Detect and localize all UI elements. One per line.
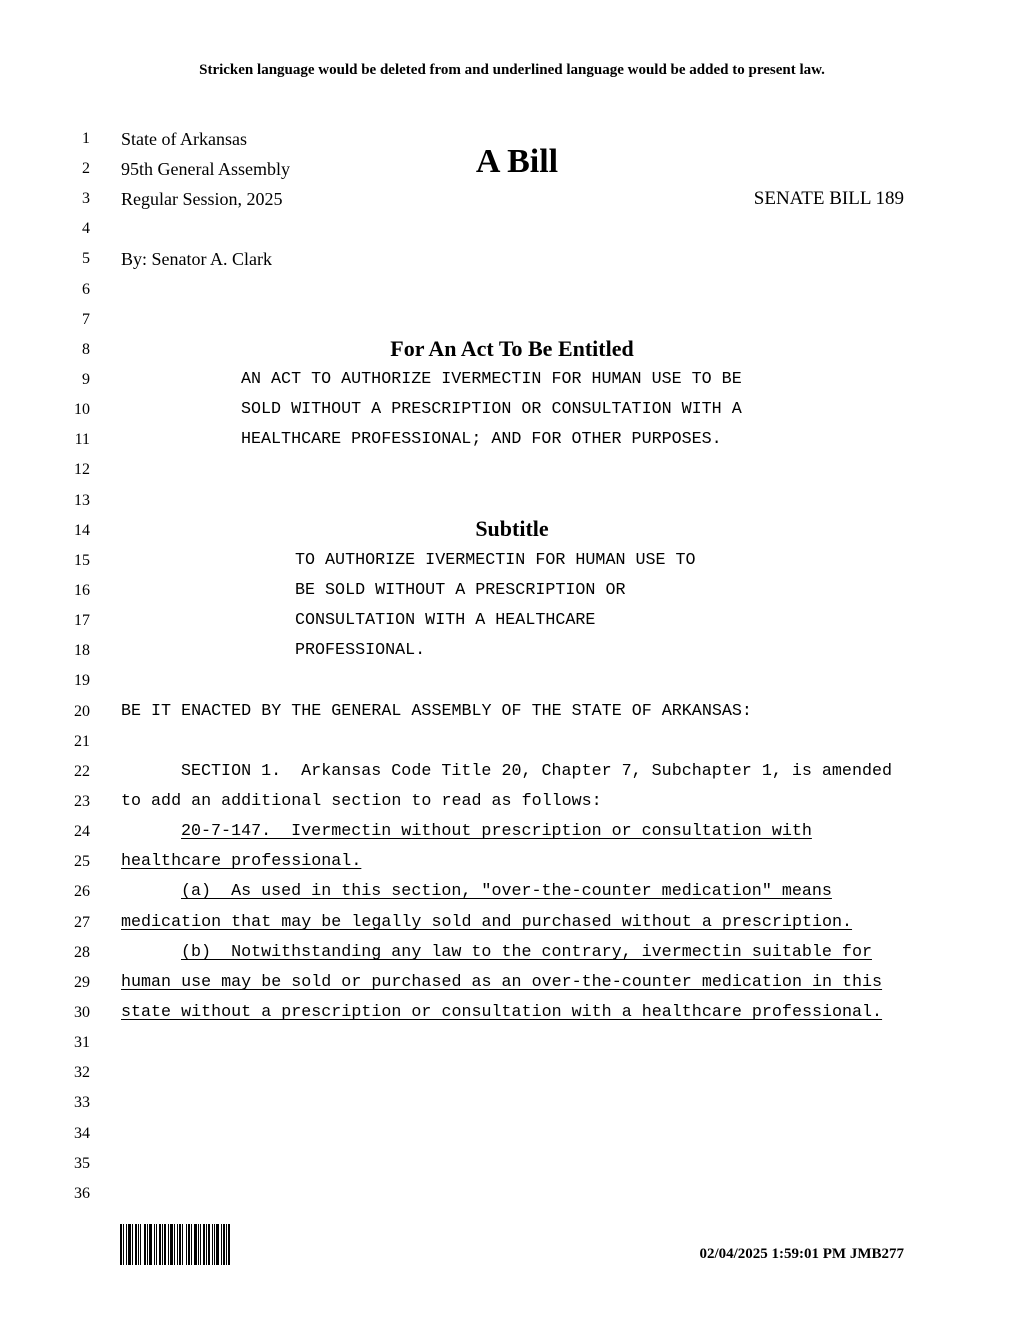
- line-number: 24: [74, 823, 90, 840]
- line-number: 36: [74, 1185, 90, 1202]
- sponsor: By: Senator A. Clark: [121, 249, 272, 269]
- line-number: 22: [74, 763, 90, 780]
- new-section-title: 20-7-147. Ivermectin without prescription or consultation with: [181, 822, 812, 841]
- line-number: 21: [74, 733, 90, 750]
- line-number: 27: [74, 914, 90, 931]
- line-number: 20: [74, 703, 90, 720]
- enacting-clause: BE IT ENACTED BY THE GENERAL ASSEMBLY OF THE STATE OF ARKANSAS:: [121, 702, 752, 721]
- line-number: 14: [74, 522, 90, 539]
- line-number: 32: [74, 1064, 90, 1081]
- line-number: 17: [74, 612, 90, 629]
- line-number: 28: [74, 944, 90, 961]
- section-1-text: to add an additional section to read as follows:: [121, 792, 602, 811]
- subsection-b: human use may be sold or purchased as an over-the-counter medication in this: [121, 973, 883, 992]
- subsection-a: (a) As used in this section, "over-the-counter medication" means: [181, 882, 832, 901]
- line-number: 29: [74, 974, 90, 991]
- line-number: 3: [82, 190, 90, 207]
- document-timestamp: 02/04/2025 1:59:01 PM JMB277: [699, 1246, 904, 1262]
- subtitle-line: BE SOLD WITHOUT A PRESCRIPTION OR: [295, 581, 626, 600]
- line-number: 11: [74, 431, 90, 448]
- line-number: 35: [74, 1155, 90, 1172]
- subsection-a: medication that may be legally sold and purchased without a prescription.: [121, 913, 853, 932]
- new-section-title: healthcare professional.: [121, 852, 362, 871]
- line-number: 13: [74, 492, 90, 509]
- line-number: 30: [74, 1004, 90, 1021]
- document-type-title: A Bill: [475, 143, 559, 180]
- barcode-icon: [120, 1224, 248, 1265]
- line-number: 4: [82, 220, 90, 237]
- subtitle-line: PROFESSIONAL.: [295, 641, 426, 660]
- section-1-text: SECTION 1. Arkansas Code Title 20, Chapter 7, Subchapter 1, is amended: [181, 762, 893, 781]
- subtitle-heading: Subtitle: [475, 516, 549, 541]
- amendment-notice: Stricken language would be deleted from and underlined language would be added to present law.: [199, 62, 825, 78]
- line-number: 33: [74, 1094, 90, 1111]
- state-name: State of Arkansas: [121, 129, 247, 149]
- line-number: 12: [74, 461, 90, 478]
- title-line: SOLD WITHOUT A PRESCRIPTION OR CONSULTATION WITH A: [241, 400, 742, 419]
- line-number: 5: [82, 250, 90, 267]
- line-number: 7: [82, 311, 90, 328]
- line-number: 8: [82, 341, 90, 358]
- line-number: 25: [74, 853, 90, 870]
- line-number: 2: [82, 160, 90, 177]
- line-number: 18: [74, 642, 90, 659]
- line-number: 26: [74, 883, 90, 900]
- session: Regular Session, 2025: [121, 189, 283, 209]
- line-number: 6: [82, 281, 90, 298]
- subsection-b: (b) Notwithstanding any law to the contrary, ivermectin suitable for: [181, 943, 872, 962]
- general-assembly: 95th General Assembly: [121, 159, 290, 179]
- line-number: 34: [74, 1125, 90, 1142]
- title-line: AN ACT TO AUTHORIZE IVERMECTIN FOR HUMAN USE TO BE: [241, 370, 742, 389]
- line-number: 10: [74, 401, 90, 418]
- bill-number: SENATE BILL 189: [753, 188, 904, 209]
- line-number: 23: [74, 793, 90, 810]
- subsection-b: state without a prescription or consultation with a healthcare professional.: [121, 1003, 883, 1022]
- entitled-heading: For An Act To Be Entitled: [390, 336, 634, 361]
- line-number: 9: [82, 371, 90, 388]
- line-number: 15: [74, 552, 90, 569]
- line-number: 31: [74, 1034, 90, 1051]
- subtitle-line: TO AUTHORIZE IVERMECTIN FOR HUMAN USE TO: [295, 551, 696, 570]
- subtitle-line: CONSULTATION WITH A HEALTHCARE: [295, 611, 596, 630]
- line-number: 19: [74, 672, 90, 689]
- line-number: 1: [82, 130, 90, 147]
- title-line: HEALTHCARE PROFESSIONAL; AND FOR OTHER PURPOSES.: [241, 430, 722, 449]
- line-number: 16: [74, 582, 90, 599]
